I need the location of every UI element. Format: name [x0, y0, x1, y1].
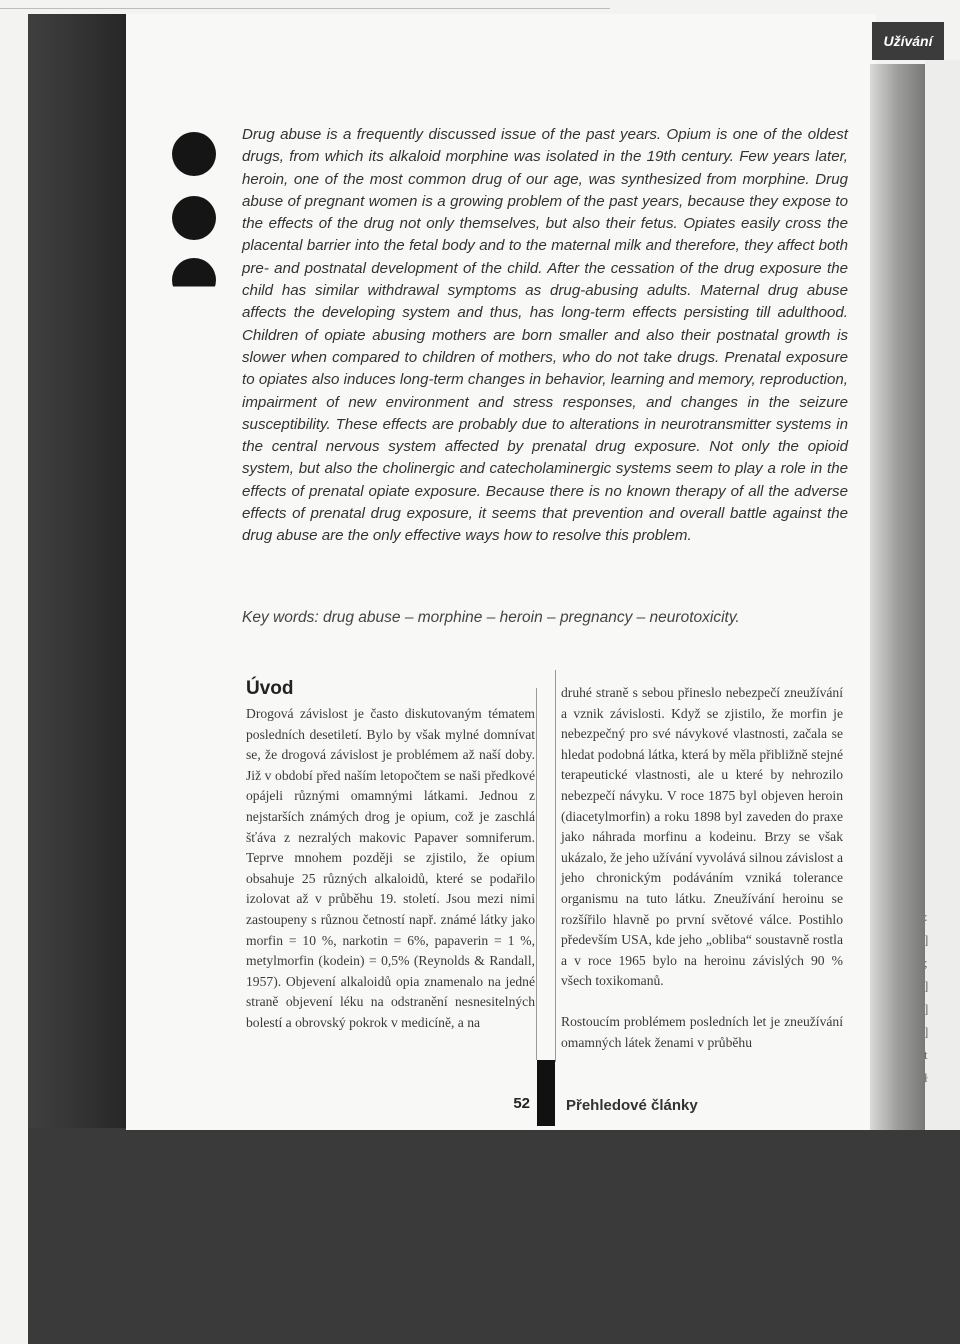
page-number: 52	[513, 1095, 530, 1112]
scan-background-left	[28, 14, 126, 1130]
keywords: Key words: drug abuse – morphine – heroin – pregnancy – neurotoxicity.	[242, 609, 740, 626]
scan-edge-line	[0, 8, 610, 9]
left-column-text: Drogová závislost je často diskutovaným tématem posledních desetiletí. Bylo by však mylné domnívat se, že drogová závislost je problémem až naší doby. Již v období před naším letopočtem se naši předkové opájeli různými omamnými látkami. Jednou z nejstarších známých drog je opium, což je zaschlá šťáva z nezralých makovic Papaver somniferum. Teprve mnohem později se zjistilo, že opium obsahuje 25 různých alkaloidů, které se podařilo izolovat až v průběhu 19. století. Jsou mezi nimi zastoupeny s různou četností např. známé látky jako morfin = 10 %, narkotin = 6%, papaverin = 1 %, metylmorfin (kodein) = 0,5% (Reynolds & Randall, 1957). Objevení alkaloidů opia znamenalo na jedné straně objevení léku na odstranění nesnesitelných bolestí a obrovský pokrok v medicíně, a na	[246, 706, 535, 1030]
left-column	[246, 678, 535, 1034]
column-divider	[555, 670, 556, 1062]
abstract-text: Drug abuse is a frequently discussed issue of the past years. Opium is one of the oldest drugs, from which its alkaloid morphine was isolated in the 19th century. Few years later, heroin, one of the most common drug of our age, was synthesized from morphine. Drug abuse of pregnant women is a growing problem of the past years, because they expose to the effects of the drug not only themselves, but also their fetus. Opiates easily cross the placental barrier into the fetal body and to the maternal milk and therefore, they affect both pre- and postnatal development of the child. After the cessation of the drug exposure the child has similar withdrawal symptoms as drug-abusing adults. Maternal drug abuse affects the developing system and thus, has long-term effects persisting till adulthood. Children of opiate abusing mothers are born smaller and also their postnatal growth is slower when compared to children of mothers, who do not take drugs. Prenatal exposure to opiates also induces long-term changes in behavior, learning and memory, reproduction, impairment of new environment and stress responses, and changes in the seizure susceptibility. These effects are probably due to alterations in neurotransmitter systems in the central nervous system affected by prenatal drug exposure. Not only the opioid system, but also the cholinergic and catecholaminergic systems seem to play a role in the effects of prenatal opiate exposure. Because there is no known therapy of all the adverse effects of prenatal drug exposure, it seems that prevention and overall battle against the drug abuse are the only effective ways how to resolve this problem.	[242, 126, 848, 545]
binding-shadow	[870, 64, 932, 1130]
right-column	[561, 683, 843, 1053]
section-heading: Úvod	[246, 678, 294, 699]
opposite-page-text-fragments: : ] ; ] ] ] t ł	[924, 909, 929, 1085]
section-tab: Užívání	[872, 22, 944, 60]
column-divider	[536, 688, 537, 1060]
decorative-dot-icon	[172, 132, 216, 176]
decorative-half-dot-icon	[172, 258, 216, 302]
footer-marker-bar	[537, 1060, 555, 1126]
right-column-paragraph: druhé straně s sebou přineslo nebezpečí zneužívání a vznik závislosti. Když se zjistilo, že morfin je nebezpečný pro své návykové vlastnosti, začala se hledat podobná látka, která by měla přibližně stejné terapeutické vlastnosti, ale u které by nehrozilo nebezpečí návyku. V roce 1875 byl objeven heroin (diacetylmorfin) a roku 1898 byl zaveden do praxe jako náhrada morfinu a kodeinu. Brzy se však ukázalo, že jeho užívání vyvolává silnou závislost a jeho chronickým podáváním vzniká tolerance organismu na tuto látku. Zneužívání heroinu se rozšířilo hlavně po první světové válce. Postihlo především USA, kde jeho „obliba“ soustavně rostla a v roce 1965 bylo na heroinu závislých 90 % všech toxikomanů.	[561, 685, 843, 989]
right-column-paragraph: Rostoucím problémem posledních let je zneužívání omamných látek ženami v průběhu	[561, 1013, 843, 1050]
decorative-dot-icon	[172, 196, 216, 240]
footer-section-name: Přehledové články	[566, 1097, 698, 1114]
scan-background-bottom	[28, 1128, 960, 1344]
